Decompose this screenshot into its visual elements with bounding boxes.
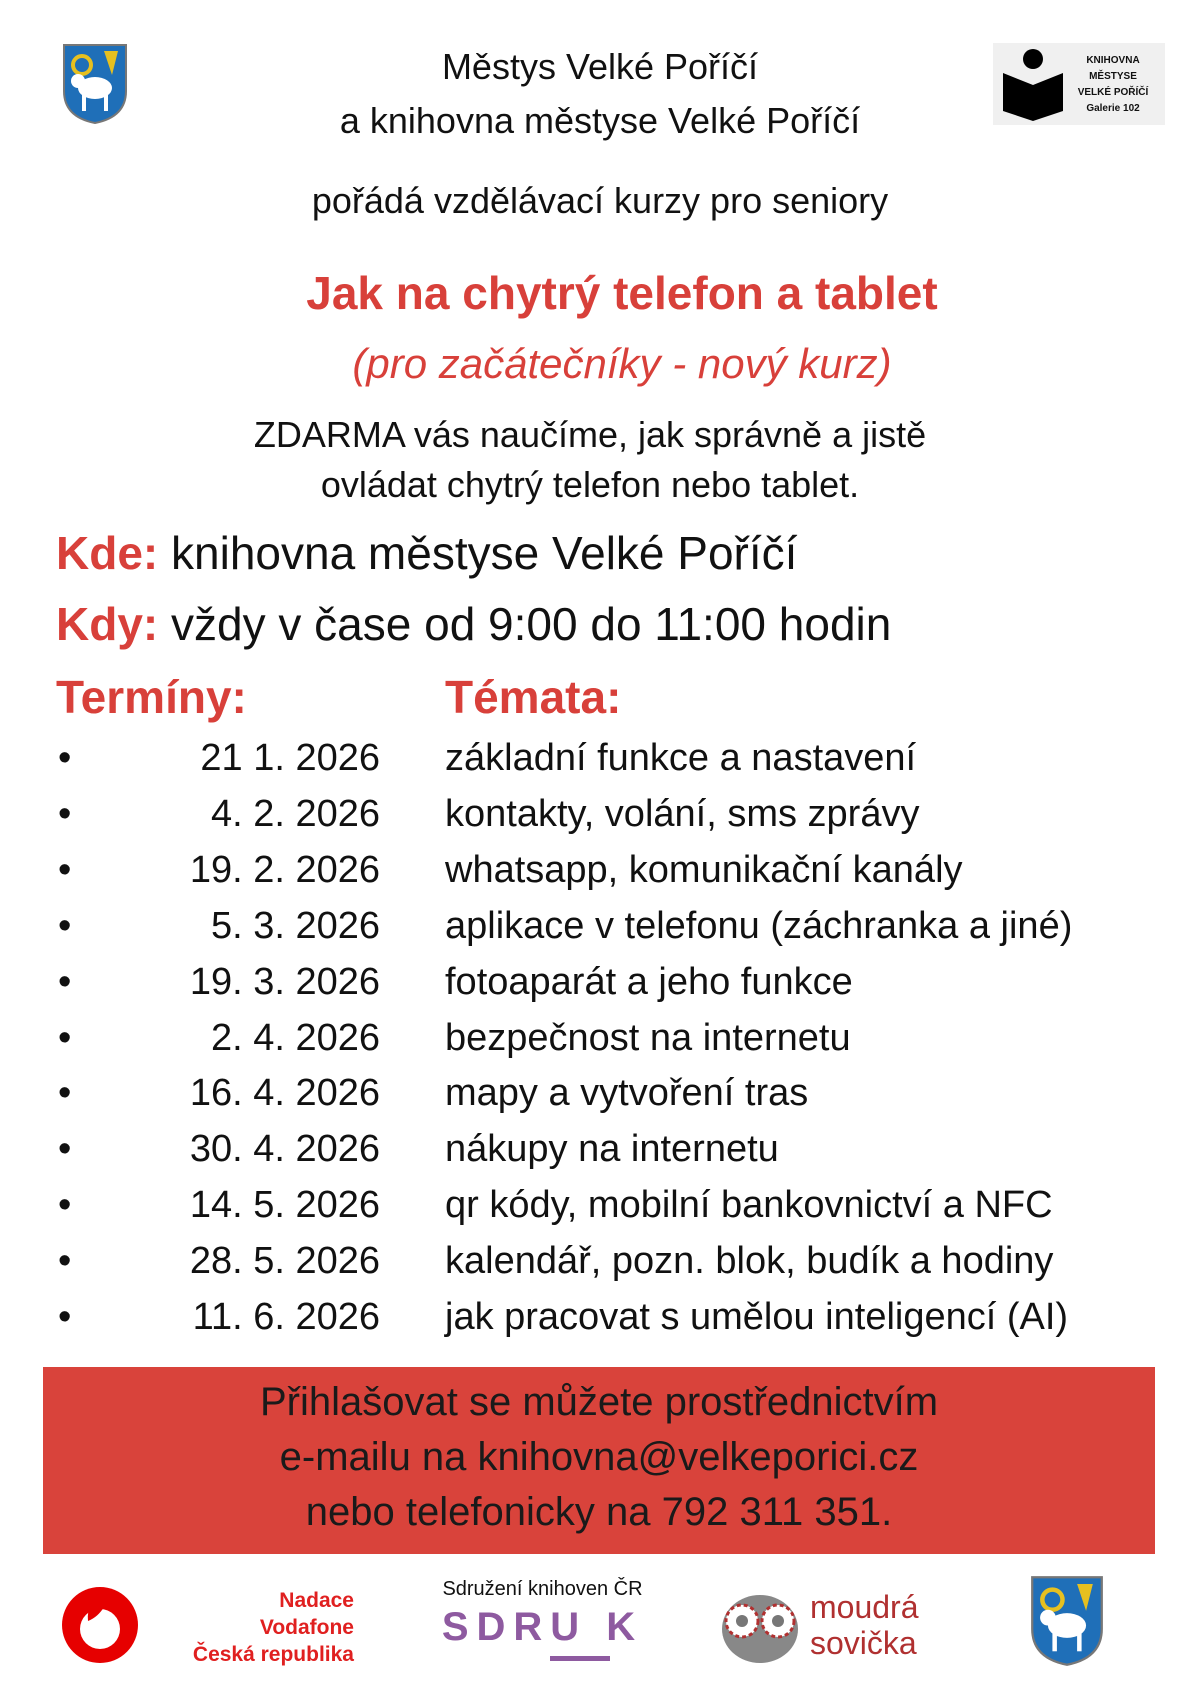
session-date: 21 1. 2026 — [200, 737, 380, 779]
session-date: 30. 4. 2026 — [189, 1128, 380, 1171]
session-topic: whatsapp, komunikační kanály — [445, 848, 963, 891]
session-topic: základní funkce a nastavení — [445, 737, 917, 779]
vodafone-text: Česká republika — [192, 1643, 354, 1666]
course-subtitle: (pro začátečníky - nový kurz) — [352, 340, 892, 387]
organizer-line-1: Městys Velké Poříčí — [441, 46, 759, 87]
bullet-icon: • — [58, 1296, 72, 1338]
sovicka-text: sovička — [810, 1625, 917, 1661]
event-type: pořádá vzdělávací kurzy pro seniory — [311, 180, 889, 221]
session-topic: mapy a vytvoření tras — [445, 1072, 809, 1115]
when-value: vždy v čase od 9:00 do 11:00 hodin — [171, 598, 892, 650]
library-logo-line: VELKÉ POŘÍČÍ — [1077, 87, 1149, 98]
library-logo-line: KNIHOVNA — [1086, 55, 1140, 66]
schedule-row — [0, 849, 1200, 905]
schedule-row — [0, 737, 1200, 793]
session-topic: nákupy na internetu — [445, 1128, 779, 1171]
session-topic: jak pracovat s umělou inteligencí (AI) — [445, 1296, 1069, 1338]
session-topic: kontakty, volání, sms zprávy — [445, 792, 920, 835]
session-date: 14. 5. 2026 — [189, 1184, 380, 1227]
where-label: Kde: — [56, 527, 159, 579]
session-topic: fotoaparát a jeho funkce — [445, 960, 853, 1003]
sovicka-text: moudrá — [810, 1589, 919, 1625]
bullet-icon: • — [58, 904, 72, 947]
dates-header: Termíny: — [56, 671, 247, 723]
bullet-icon: • — [58, 737, 72, 779]
course-title: Jak na chytrý telefon a tablet — [306, 267, 938, 319]
signup-line-2: e-mailu na knihovna@velkeporici.cz — [279, 1435, 919, 1479]
moudra-sovicka-logo — [718, 1585, 948, 1665]
session-date: 5. 3. 2026 — [210, 904, 380, 947]
bullet-icon: • — [58, 1128, 72, 1171]
topics-header: Témata: — [445, 671, 622, 723]
when-label: Kdy: — [56, 598, 159, 650]
sdruk-caption: Sdružení knihoven ČR — [442, 1578, 643, 1600]
session-topic: aplikace v telefonu (záchranka a jiné) — [445, 904, 1073, 947]
bullet-icon: • — [58, 792, 72, 835]
course-intro-line-1: ZDARMA vás naučíme, jak správně a jistě — [253, 414, 927, 455]
bullet-icon: • — [58, 1072, 72, 1115]
when-line — [56, 597, 891, 651]
schedule-row — [0, 1017, 1200, 1073]
organizer-line-2: a knihovna městyse Velké Poříčí — [339, 100, 861, 141]
signup-line-3: nebo telefonicky na 792 311 351. — [305, 1490, 893, 1534]
signup-box — [43, 1367, 1155, 1554]
session-topic: kalendář, pozn. blok, budík a hodiny — [445, 1240, 1054, 1283]
schedule-row — [0, 1296, 1200, 1352]
sdruk-logo — [420, 1578, 665, 1668]
schedule-row — [0, 793, 1200, 849]
schedule-row — [0, 1184, 1200, 1240]
bullet-icon: • — [58, 1016, 72, 1059]
schedule-row — [0, 905, 1200, 961]
library-logo-line: Galerie 102 — [1086, 103, 1140, 114]
where-line — [56, 526, 797, 580]
session-date: 19. 3. 2026 — [189, 960, 380, 1003]
session-date: 2. 4. 2026 — [210, 1016, 380, 1059]
schedule-row — [0, 1240, 1200, 1296]
schedule-row — [0, 1072, 1200, 1128]
session-topic: qr kódy, mobilní bankovnictví a NFC — [445, 1184, 1053, 1227]
session-date: 16. 4. 2026 — [189, 1072, 380, 1115]
schedule-row — [0, 961, 1200, 1017]
schedule-row — [0, 1128, 1200, 1184]
session-date: 4. 2. 2026 — [210, 792, 380, 835]
vodafone-foundation-logo — [60, 1585, 360, 1665]
municipal-crest-logo-footer — [1025, 1575, 1109, 1667]
bullet-icon: • — [58, 1184, 72, 1227]
bullet-icon: • — [58, 848, 72, 891]
library-logo-line: MĚSTYSE — [1089, 71, 1137, 82]
vodafone-text: Nadace — [279, 1589, 354, 1612]
bullet-icon: • — [58, 1240, 72, 1283]
where-value: knihovna městyse Velké Poříčí — [171, 527, 798, 579]
signup-line-1: Přihlašovat se můžete prostřednictvím — [259, 1380, 939, 1424]
session-date: 19. 2. 2026 — [189, 848, 380, 891]
course-intro-line-2: ovládat chytrý telefon nebo tablet. — [320, 464, 860, 505]
session-topic: bezpečnost na internetu — [445, 1016, 851, 1059]
sdruk-wordmark: SDRU K — [441, 1605, 644, 1649]
session-date: 28. 5. 2026 — [189, 1240, 380, 1283]
vodafone-text: Vodafone — [259, 1616, 354, 1639]
bullet-icon: • — [58, 960, 72, 1003]
session-date: 11. 6. 2026 — [192, 1296, 380, 1338]
